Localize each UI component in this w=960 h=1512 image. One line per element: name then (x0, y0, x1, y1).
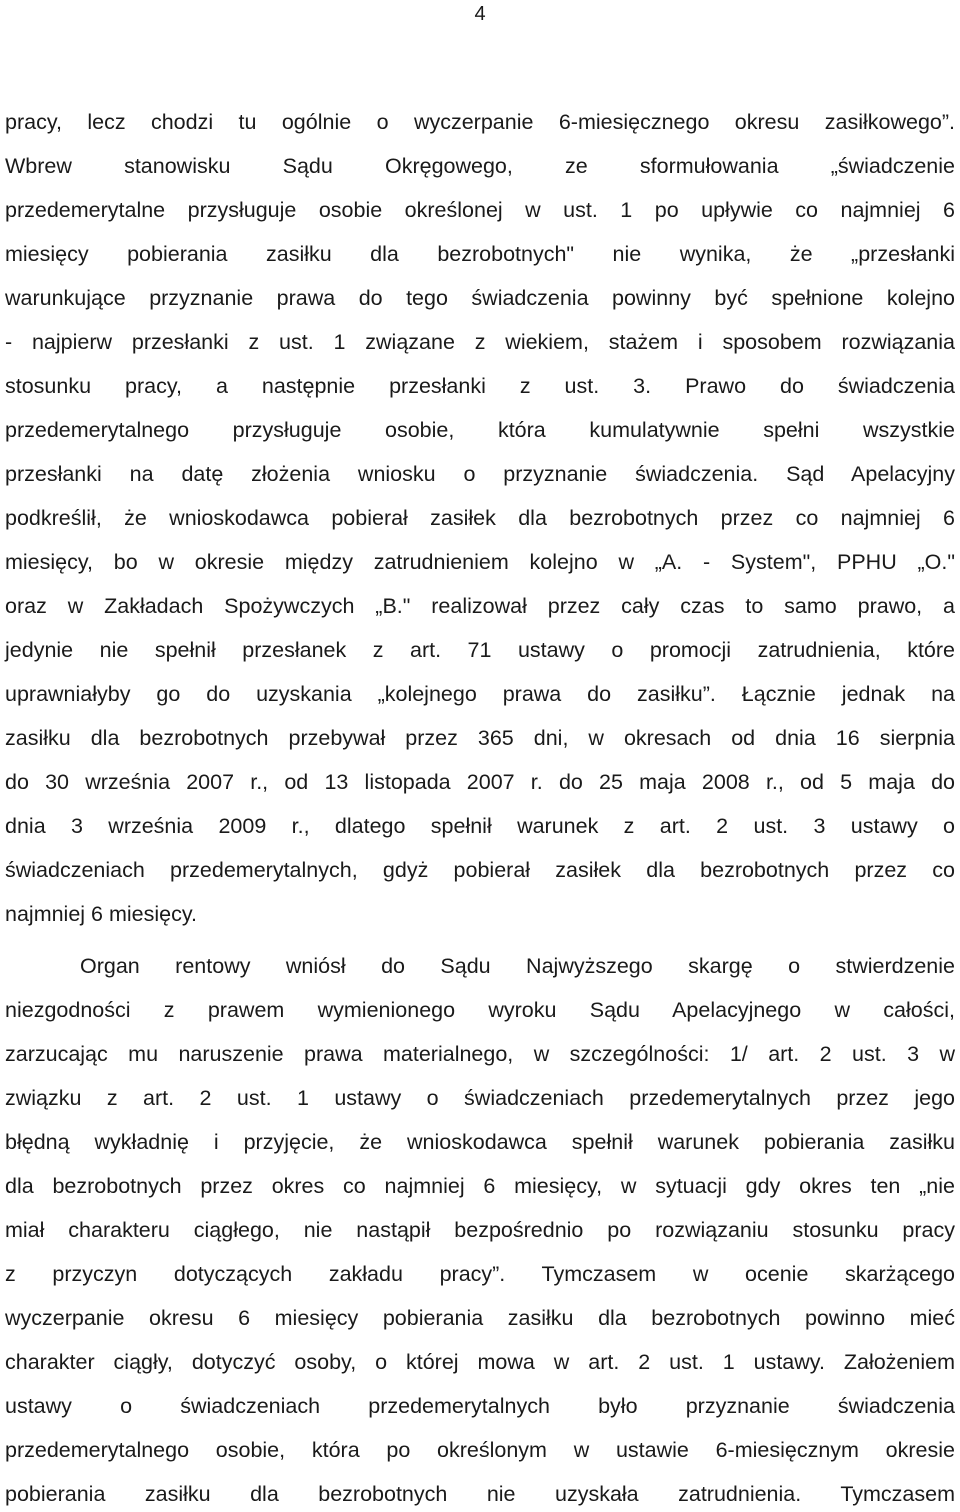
text-line: stosunku pracy, a następnie przesłanki z ust. 3. Prawo do świadczenia (5, 374, 955, 398)
text-line: do 30 września 2007 r., od 13 listopada 2007 r. do 25 maja 2008 r., od 5 maja do (5, 770, 955, 794)
text-line: pobierania zasiłku dla bezrobotnych nie uzyskała zatrudnienia. Tymczasem (5, 1482, 955, 1506)
text-line: Wbrew stanowisku Sądu Okręgowego, ze sformułowania „świadczenie (5, 154, 955, 178)
text-line: zasiłku dla bezrobotnych przebywał przez 365 dni, w okresach od dnia 16 sierpnia (5, 726, 955, 750)
text-line: jedynie nie spełnił przesłanek z art. 71 ustawy o promocji zatrudnienia, które (5, 638, 955, 662)
text-line: uprawniałyby go do uzyskania „kolejnego prawa do zasiłku”. Łącznie jednak na (5, 682, 955, 706)
text-line: zarzucając mu naruszenie prawa materialnego, w szczególności: 1/ art. 2 ust. 3 w (5, 1042, 955, 1066)
text-line: pracy, lecz chodzi tu ogólnie o wyczerpanie 6-miesięcznego okresu zasiłkowego”. (5, 110, 955, 134)
text-line: oraz w Zakładach Spożywczych „B." realizował przez cały czas to samo prawo, a (5, 594, 955, 618)
text-line: przesłanki na datę złożenia wniosku o przyznanie świadczenia. Sąd Apelacyjny (5, 462, 955, 486)
text-line: ustawy o świadczeniach przedemerytalnych było przyznanie świadczenia (5, 1394, 955, 1418)
text-line: dnia 3 września 2009 r., dlatego spełnił warunek z art. 2 ust. 3 ustawy o (5, 814, 955, 838)
text-line: podkreślił, że wnioskodawca pobierał zasiłek dla bezrobotnych przez co najmniej 6 (5, 506, 955, 530)
text-line: przedemerytalnego osobie, która po określonym w ustawie 6-miesięcznym okresie (5, 1438, 955, 1462)
text-line: - najpierw przesłanki z ust. 1 związane z wiekiem, stażem i sposobem rozwiązania (5, 330, 955, 354)
text-line: najmniej 6 miesięcy. (5, 902, 197, 926)
text-line: miał charakteru ciągłego, nie nastąpił bezpośrednio po rozwiązaniu stosunku pracy (5, 1218, 955, 1242)
text-line: świadczeniach przedemerytalnych, gdyż pobierał zasiłek dla bezrobotnych przez co (5, 858, 955, 882)
text-line: charakter ciągły, dotyczyć osoby, o której mowa w art. 2 ust. 1 ustawy. Założeniem (5, 1350, 955, 1374)
text-line: przedemerytalnego przysługuje osobie, która kumulatywnie spełni wszystkie (5, 418, 955, 442)
text-line: niezgodności z prawem wymienionego wyroku Sądu Apelacyjnego w całości, (5, 998, 955, 1022)
text-line: przedemerytalne przysługuje osobie określonej w ust. 1 po upływie co najmniej 6 (5, 198, 955, 222)
text-line: błędną wykładnię i przyjęcie, że wnioskodawca spełnił warunek pobierania zasiłku (5, 1130, 955, 1154)
text-line: związku z art. 2 ust. 1 ustawy o świadczeniach przedemerytalnych przez jego (5, 1086, 955, 1110)
text-line: z przyczyn dotyczących zakładu pracy”. Tymczasem w ocenie skarżącego (5, 1262, 955, 1286)
text-line: wyczerpanie okresu 6 miesięcy pobierania zasiłku dla bezrobotnych powinno mieć (5, 1306, 955, 1330)
text-line: Organ rentowy wniósł do Sądu Najwyższego skargę o stwierdzenie (80, 954, 955, 978)
text-line: miesięcy pobierania zasiłku dla bezrobotnych" nie wynika, że „przesłanki (5, 242, 955, 266)
text-line: dla bezrobotnych przez okres co najmniej 6 miesięcy, w sytuacji gdy okres ten „nie (5, 1174, 955, 1198)
text-line: warunkujące przyznanie prawa do tego świadczenia powinny być spełnione kolejno (5, 286, 955, 310)
page-number: 4 (474, 3, 486, 25)
text-line: miesięcy, bo w okresie między zatrudnieniem kolejno w „A. - System", PPHU „O." (5, 550, 955, 574)
